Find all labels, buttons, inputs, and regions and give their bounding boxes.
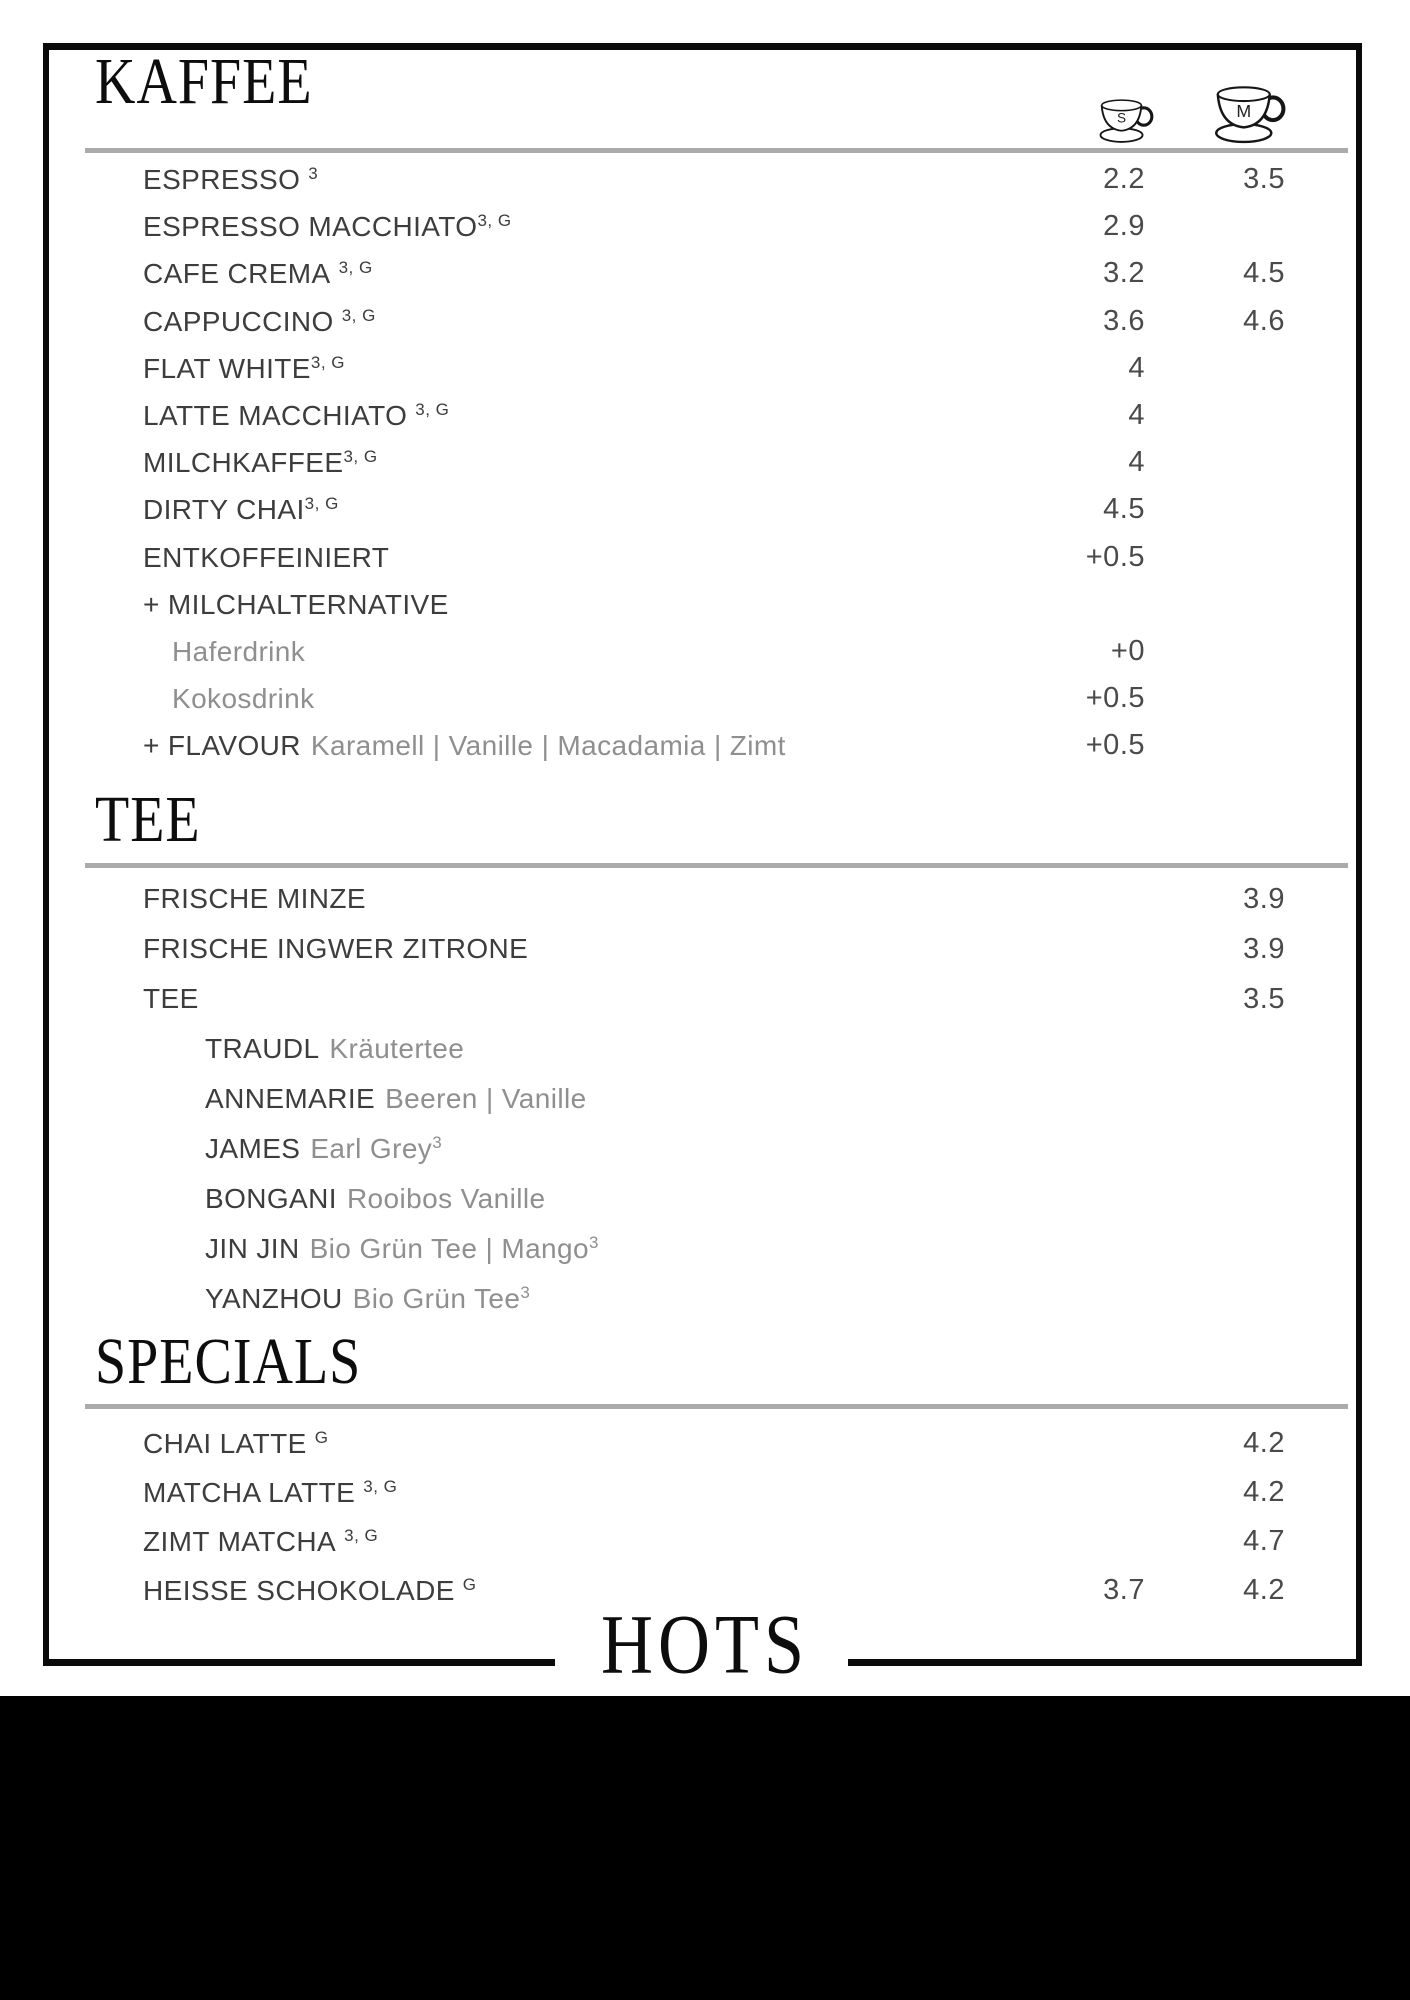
menu-item-row <box>0 486 1410 533</box>
item-description: Bio Grün Tee | Mango$^3$ <box>309 1233 599 1264</box>
item-allergen-superscript: 3, G <box>338 258 373 278</box>
section-title-kaffee: KAFFEE <box>95 45 313 119</box>
price-medium: 3.9 <box>1243 933 1285 965</box>
item-name: Kokosdrink <box>172 683 315 715</box>
item-name: FRISCHE INGWER ZITRONE <box>143 933 529 964</box>
item-allergen-superscript: 3, G <box>363 1477 398 1496</box>
item-allergen-superscript: 3 <box>588 1233 599 1252</box>
price-small: +0 <box>1110 634 1145 667</box>
item-allergen-superscript: 3, G <box>343 447 378 467</box>
cup-medium-letter: M <box>1236 100 1252 121</box>
section-title-specials: SPECIALS <box>95 1325 362 1399</box>
menu-item-row <box>0 1517 1410 1566</box>
footer-black-band <box>0 1696 1410 2000</box>
cup-size-medium-icon <box>1203 78 1291 146</box>
price-medium: 4.6 <box>1243 304 1285 337</box>
price-medium: 3.9 <box>1243 883 1285 915</box>
price-small: 2.2 <box>1103 163 1145 195</box>
price-small: 3.2 <box>1103 257 1145 290</box>
section-title-tee: TEE <box>95 783 201 857</box>
section-items-specials <box>0 1419 1410 1615</box>
price-small: 4 <box>1128 398 1145 431</box>
item-name: + MILCHALTERNATIVE <box>143 588 449 620</box>
menu-item-row <box>0 534 1410 581</box>
item-allergen-superscript: 3, G <box>477 211 512 231</box>
item-name: MATCHA LATTE $^{3, G}$ <box>143 1477 398 1508</box>
menu-item-row <box>0 581 1410 628</box>
menu-item-row <box>0 1468 1410 1517</box>
item-description: Beeren | Vanille <box>385 1083 587 1114</box>
item-allergen-superscript: 3 <box>432 1133 443 1152</box>
item-name: CHAI LATTE $^G$ <box>143 1428 329 1459</box>
section-rule <box>85 148 1348 153</box>
item-allergen-superscript: 3 <box>520 1283 531 1302</box>
menu-item-row <box>0 874 1410 924</box>
menu-item-row <box>0 439 1410 486</box>
menu-item-row <box>0 628 1410 675</box>
price-medium: 4.5 <box>1243 257 1285 290</box>
price-small: +0.5 <box>1085 682 1145 715</box>
item-name: FLAT $WHITE^{3, G}$ <box>143 352 345 384</box>
price-small: 4 <box>1128 446 1145 479</box>
item-name: CAFE CREMA $^{3, G}$ <box>143 258 373 290</box>
menu-item-row <box>0 924 1410 974</box>
item-allergen-superscript: G <box>462 1575 477 1594</box>
cup-size-small-icon <box>1093 93 1155 145</box>
item-name: BONGANI Rooibos Vanille <box>205 1183 546 1214</box>
frame-border-bottom-right <box>848 1659 1362 1666</box>
item-allergen-superscript: 3, G <box>341 305 376 325</box>
section-rule <box>85 863 1348 868</box>
menu-item-row <box>0 250 1410 297</box>
menu-item-row <box>0 156 1410 203</box>
item-allergen-superscript: 3, G <box>344 1526 379 1545</box>
price-small: 2.9 <box>1103 210 1145 243</box>
item-name: TEE <box>143 983 199 1014</box>
section-rule <box>85 1404 1348 1409</box>
menu-item-row <box>0 1074 1410 1124</box>
item-name: + FLAVOUR Karamell | Vanille | Macadamia | Zimt <box>143 730 786 762</box>
item-allergen-superscript: 3, G <box>310 352 345 372</box>
menu-item-row <box>0 974 1410 1024</box>
menu-item-row <box>0 1224 1410 1274</box>
item-name: DIRTY $CHAI^{3, G}$ <box>143 494 339 526</box>
item-name: TRAUDL Kräutertee <box>205 1033 465 1064</box>
item-name: $MILCHKAFFEE^{3, G}$ <box>143 447 378 479</box>
section-items-tee <box>0 874 1410 1324</box>
menu-item-row <box>0 1124 1410 1174</box>
item-name: Haferdrink <box>172 635 306 667</box>
price-medium: 4.7 <box>1243 1525 1285 1557</box>
menu-item-row <box>0 1024 1410 1074</box>
item-name: LATTE MACCHIATO $^{3, G}$ <box>143 399 450 431</box>
item-description: Bio Grün Tee$^3$ <box>352 1283 531 1314</box>
item-name: ESPRESSO $MACCHIATO^{3, G}$ <box>143 211 512 243</box>
menu-item-row <box>0 392 1410 439</box>
price-medium: 4.2 <box>1243 1574 1285 1606</box>
item-name: CAPPUCCINO $^{3, G}$ <box>143 305 376 337</box>
menu-item-row <box>0 722 1410 769</box>
frame-border-bottom-left <box>43 1659 555 1666</box>
menu-item-row <box>0 1274 1410 1324</box>
menu-item-row <box>0 1174 1410 1224</box>
price-small: +0.5 <box>1085 729 1145 762</box>
price-small: 3.7 <box>1103 1574 1145 1606</box>
price-medium: 3.5 <box>1243 163 1285 195</box>
item-allergen-superscript: 3, G <box>304 494 339 514</box>
item-description: Karamell | Vanille | Macadamia | Zimt <box>310 730 786 762</box>
item-description: Rooibos Vanille <box>346 1183 546 1214</box>
section-items-kaffee <box>0 156 1410 769</box>
item-description: Earl Grey$^3$ <box>310 1133 443 1164</box>
item-description: Kräutertee <box>329 1033 465 1064</box>
cup-small-letter: S <box>1116 110 1127 126</box>
section-title-hots: HOTS <box>600 1597 810 1692</box>
item-name: FRISCHE MINZE <box>143 883 366 914</box>
item-allergen-superscript: G <box>314 1428 329 1447</box>
menu-item-row <box>0 203 1410 250</box>
price-medium: 4.2 <box>1243 1476 1285 1508</box>
item-name: JIN JIN Bio Grün Tee | Mango$^3$ <box>205 1233 599 1264</box>
price-small: 4.5 <box>1103 493 1145 526</box>
item-name: ENTKOFFEINIERT <box>143 541 390 573</box>
price-small: 4 <box>1128 351 1145 384</box>
price-medium: 4.2 <box>1243 1427 1285 1459</box>
menu-item-row <box>0 298 1410 345</box>
price-small: +0.5 <box>1085 540 1145 573</box>
item-name: HEISSE SCHOKOLADE $^G$ <box>143 1575 477 1606</box>
item-name: ZIMT MATCHA $^{3, G}$ <box>143 1526 379 1557</box>
item-allergen-superscript: 3, G <box>415 399 450 419</box>
menu-item-row <box>0 345 1410 392</box>
item-allergen-superscript: 3 <box>308 164 319 183</box>
item-name: JAMES Earl Grey$^3$ <box>205 1133 443 1164</box>
price-medium: 3.5 <box>1243 983 1285 1015</box>
price-small: 3.6 <box>1103 304 1145 337</box>
menu-item-row <box>0 675 1410 722</box>
item-name: YANZHOU Bio Grün Tee$^3$ <box>205 1283 531 1314</box>
menu-item-row <box>0 1419 1410 1468</box>
item-name: ANNEMARIE Beeren | Vanille <box>205 1083 587 1114</box>
item-name: ESPRESSO $^3$ <box>143 164 319 195</box>
